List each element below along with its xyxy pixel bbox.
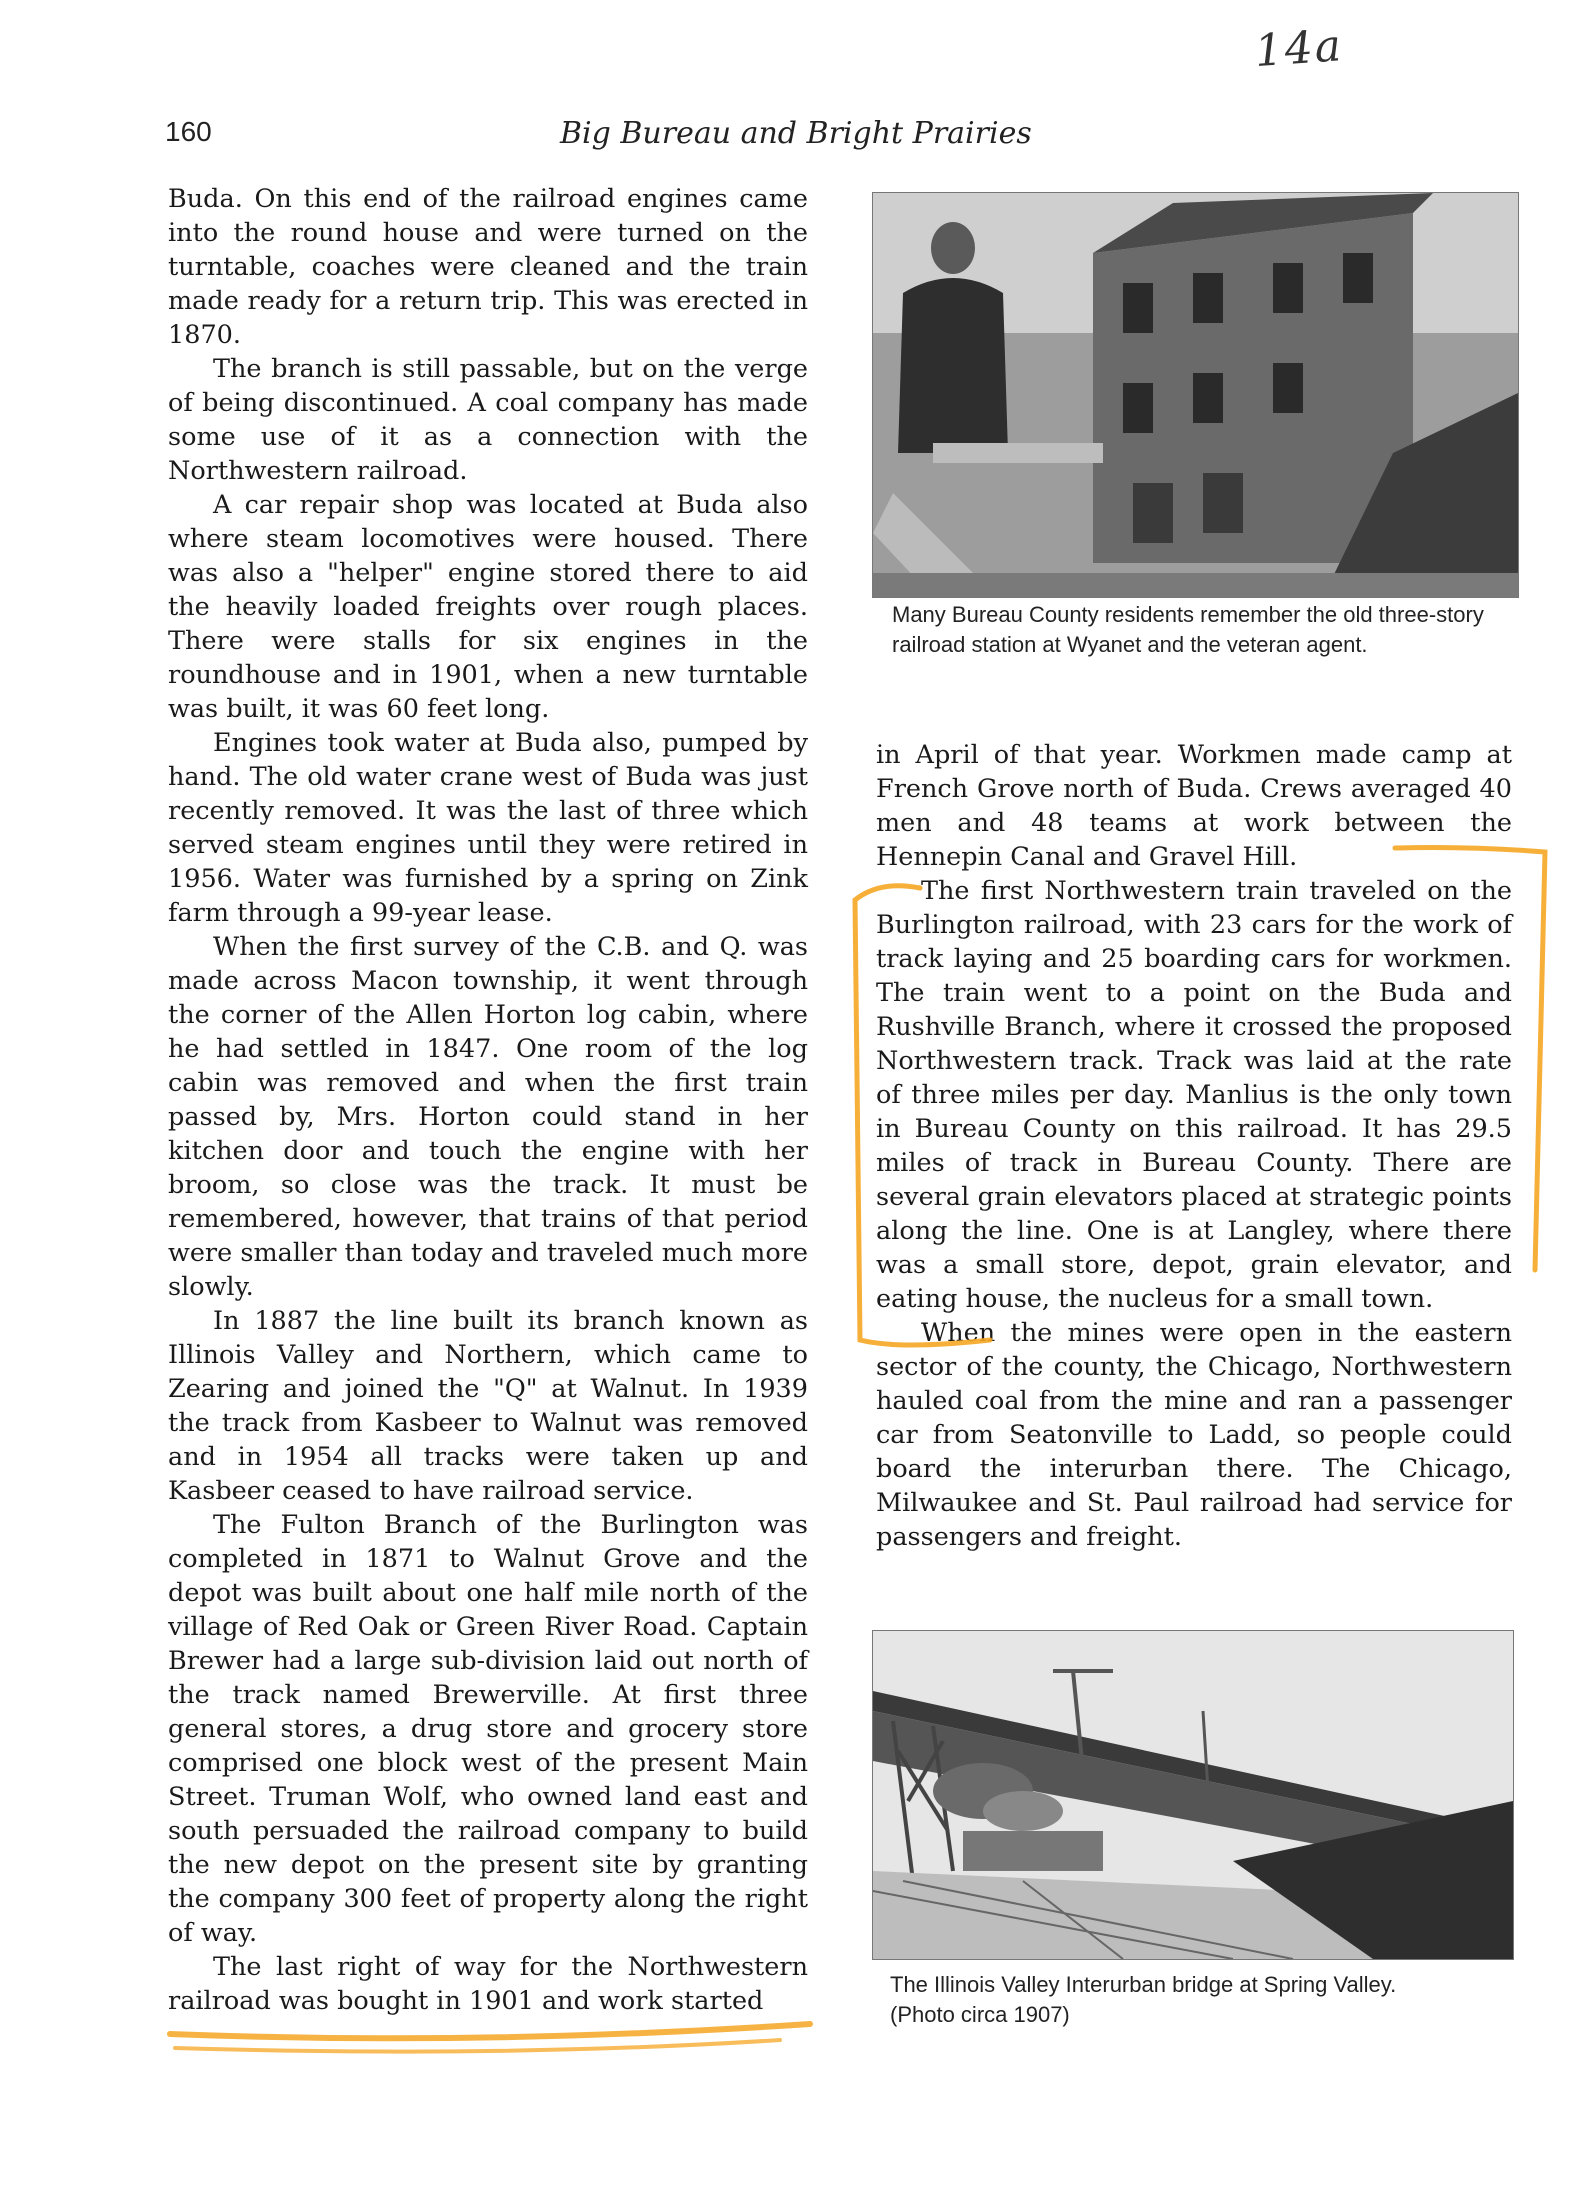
highlighter-underline: [175, 2040, 780, 2052]
page-number: 160: [165, 116, 212, 147]
bridge-photo-caption: [890, 1970, 1530, 2030]
bridge-photo-image: [873, 1631, 1513, 1959]
paragraph: The branch is still passable, but on the verge of being discontinued. A coal company has made some use of it as a connection with the Northwestern railroad.: [168, 354, 808, 486]
right-text-column: [876, 738, 1512, 1554]
station-photo-caption: Many Bureau County residents remember the old three-story railroad station at Wyanet and the veteran agent.: [892, 602, 1484, 657]
paragraph: When the mines were open in the eastern sector of the county, the Chicago, Northwestern hauled coal from the mine and ran a passenger car from Seatonville to Ladd, so people could board the interurban there. The Chicago, Milwaukee and St. Paul railroad had service for passengers and freight.: [876, 1318, 1512, 1552]
station-photo-image: [873, 193, 1518, 597]
running-head: Big Bureau and Bright Prairies: [560, 116, 1032, 151]
paragraph: The Fulton Branch of the Burlington was completed in 1871 to Walnut Grove and the depot was built about one half mile north of the village of Red Oak or Green River Road. Captain Brewer had a large sub-division laid out north of the track named Brewerville. At first three general stores, a drug store and grocery store comprised one block west of the present Main Street. Truman Wolf, who owned land east and south persuaded the railroad company to build the new depot on the present site by granting the company 300 feet of property along the right of way.: [168, 1510, 808, 1948]
paragraph: A car repair shop was located at Buda also where steam locomotives were housed. There was also a "helper" engine stored there to aid the heavily loaded freights over rough places. There were stalls for six engines in the roundhouse and in 1901, when a new turntable was built, it was 60 feet long.: [168, 490, 808, 724]
highlighter-underline: [170, 2024, 810, 2038]
left-text-column: [168, 182, 808, 2018]
paragraph: The first Northwestern train traveled on the Burlington railroad, with 23 cars for the work of track laying and 25 boarding cars for workmen. The train went to a point on the Buda and Rushville Branch, where it crossed the proposed Northwestern track. Track was laid at the rate of three miles per day. Manlius is the only town in Bureau County on this railroad. It has 29.5 miles of track in Bureau County. There are several grain elevators placed at strategic points along the line. One is at Langley, where there was a small store, depot, grain elevator, and eating house, the nucleus for a small town.: [876, 876, 1512, 1314]
paragraph: Engines took water at Buda also, pumped by hand. The old water crane west of Buda was just recently removed. It was the last of three which served steam engines until they were retired in 1956. Water was furnished by a spring on Zink farm through a 99-year lease.: [168, 728, 808, 928]
station-photo: [872, 192, 1519, 598]
paragraph: Buda. On this end of the railroad engines came into the round house and were turned on the turntable, coaches were cleaned and the train made ready for a return trip. This was erected in 1870.: [168, 184, 808, 350]
bridge-caption-line: The Illinois Valley Interurban bridge at Spring Valley.: [890, 1972, 1397, 1997]
paragraph: in April of that year. Workmen made camp at French Grove north of Buda. Crews averaged 40 men and 48 teams at work between the Hennepin Canal and Gravel Hill.: [876, 740, 1512, 872]
bridge-caption-line: (Photo circa 1907): [890, 2002, 1070, 2027]
paragraph: When the first survey of the C.B. and Q. was made across Macon township, it went through the corner of the Allen Horton log cabin, where he had settled in 1847. One room of the log cabin was removed and when the first train passed by, Mrs. Horton could stand in her kitchen door and touch the engine with her broom, so close was the track. It must be remembered, however, that trains of that period were smaller than today and traveled much more slowly.: [168, 932, 808, 1302]
paragraph: In 1887 the line built its branch known as Illinois Valley and Northern, which came to Zearing and joined the "Q" at Walnut. In 1939 the track from Kasbeer to Walnut was removed and in 1954 all tracks were taken up and Kasbeer ceased to have railroad service.: [168, 1306, 808, 1506]
bridge-photo: [872, 1630, 1514, 1960]
handwritten-page-note: 14a: [1253, 20, 1345, 78]
paragraph: The last right of way for the Northwestern railroad was bought in 1901 and work started: [168, 1952, 808, 2016]
